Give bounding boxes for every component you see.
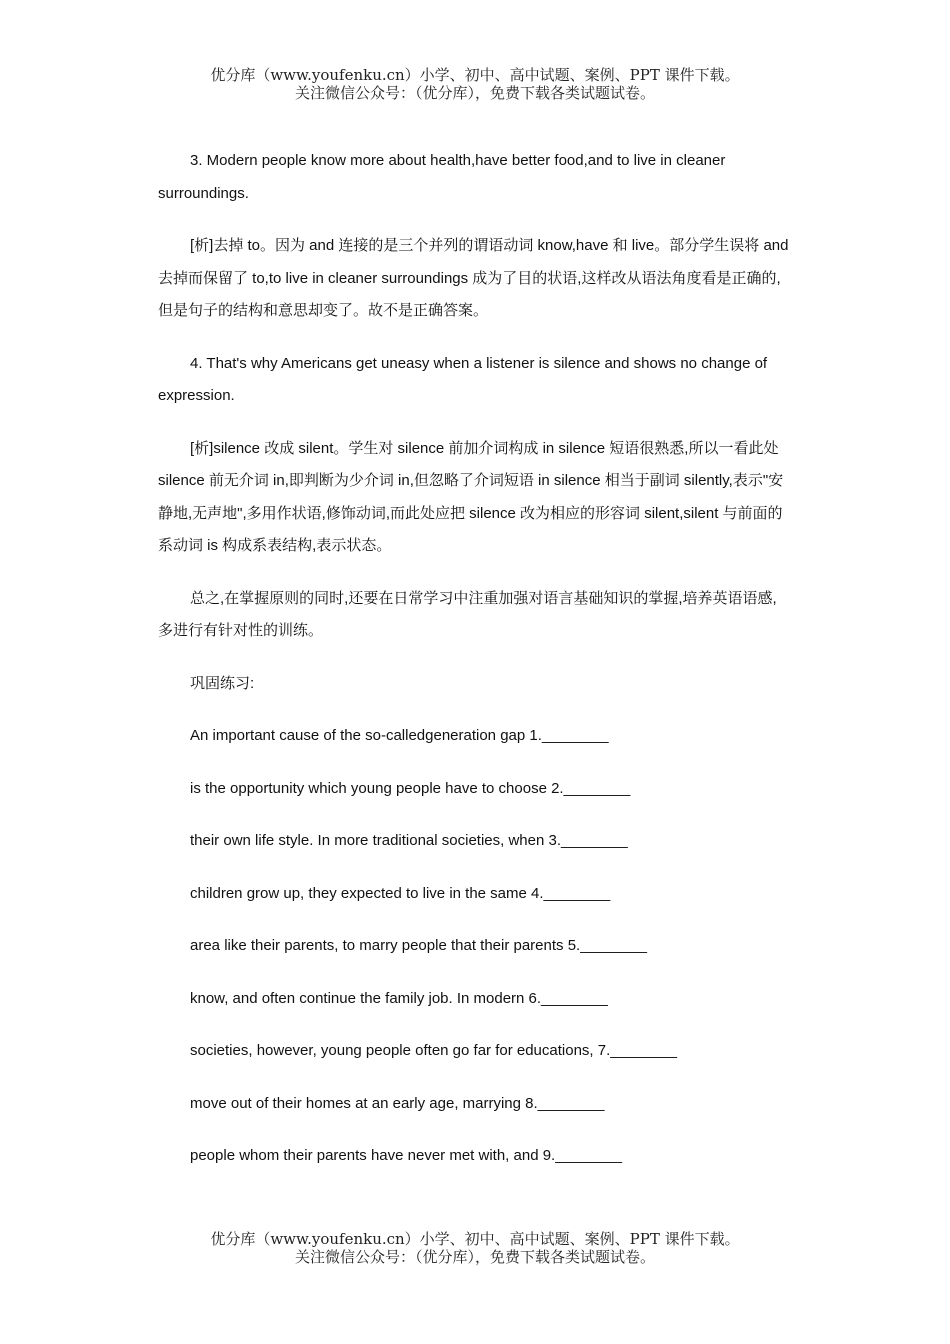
practice-line: know, and often continue the family job. In modern 6.________ [190, 989, 608, 1007]
practice-heading: 巩固练习: [190, 674, 255, 692]
header-line-2: 关注微信公众号：（优分库），免费下载各类试题试卷。 [294, 84, 655, 102]
practice-line: is the opportunity which young people have to choose 2.________ [190, 779, 631, 797]
page-header [0, 66, 950, 102]
paragraph-summary: 总之,在掌握原则的同时,还要在日常学习中注重加强对语言基础知识的掌握,培养英语语感,多进行有针对性的训练。 [158, 589, 777, 639]
footer-line-1: 优分库（www.youfenku.cn）小学、初中、高中试题、案例、PPT 课件下载。 [210, 1230, 740, 1248]
paragraph-item-4: 4. That's why Americans get uneasy when a listener is silence and shows no change of expression. [158, 354, 768, 404]
paragraph-item-3: 3. Modern people know more about health,have better food,and to live in cleaner surroundings. [158, 152, 726, 202]
header-line-1: 优分库（www.youfenku.cn）小学、初中、高中试题、案例、PPT 课件下载。 [210, 66, 740, 84]
practice-line: area like their parents, to marry people that their parents 5.________ [190, 937, 647, 954]
practice-line: children grow up, they expected to live in the same 4.________ [190, 884, 611, 902]
practice-line: people whom their parents have never met with, and 9.________ [190, 1147, 622, 1164]
paragraph-analysis-4: [析]silence 改成 silent。学生对 silence 前加介词构成 in silence 短语很熟悉,所以一看此处 silence 前无介词 in,即判断为少介词 in,但忽略了介词短语 in silence 相当于副词 silently,表示"安静地,无声地",多用作状语,修饰动词,而此处应把 silence 改为相应的形容词 silent,silent 与前面的系动词 is 构成系表结构,表示状态。 [158, 439, 784, 554]
page-footer [0, 1230, 950, 1266]
footer-line-2: 关注微信公众号：（优分库），免费下载各类试题试卷。 [294, 1248, 655, 1266]
practice-line: An important cause of the so-calledgeneration gap 1.________ [190, 727, 609, 744]
practice-line: their own life style. In more traditional societies, when 3.________ [190, 832, 628, 849]
document-body [158, 145, 790, 1193]
practice-line: societies, however, young people often go far for educations, 7.________ [190, 1042, 678, 1059]
paragraph-analysis-3: [析]去掉 to。因为 and 连接的是三个并列的谓语动词 know,have 和 live。部分学生误将 and 去掉而保留了 to,to live in cleaner surroundings 成为了目的状语,这样改从语法角度看是正确的,但是句子的结构和意思却变了。故不是正确答案。 [158, 237, 789, 319]
practice-line: move out of their homes at an early age, marrying 8.________ [190, 1094, 605, 1112]
